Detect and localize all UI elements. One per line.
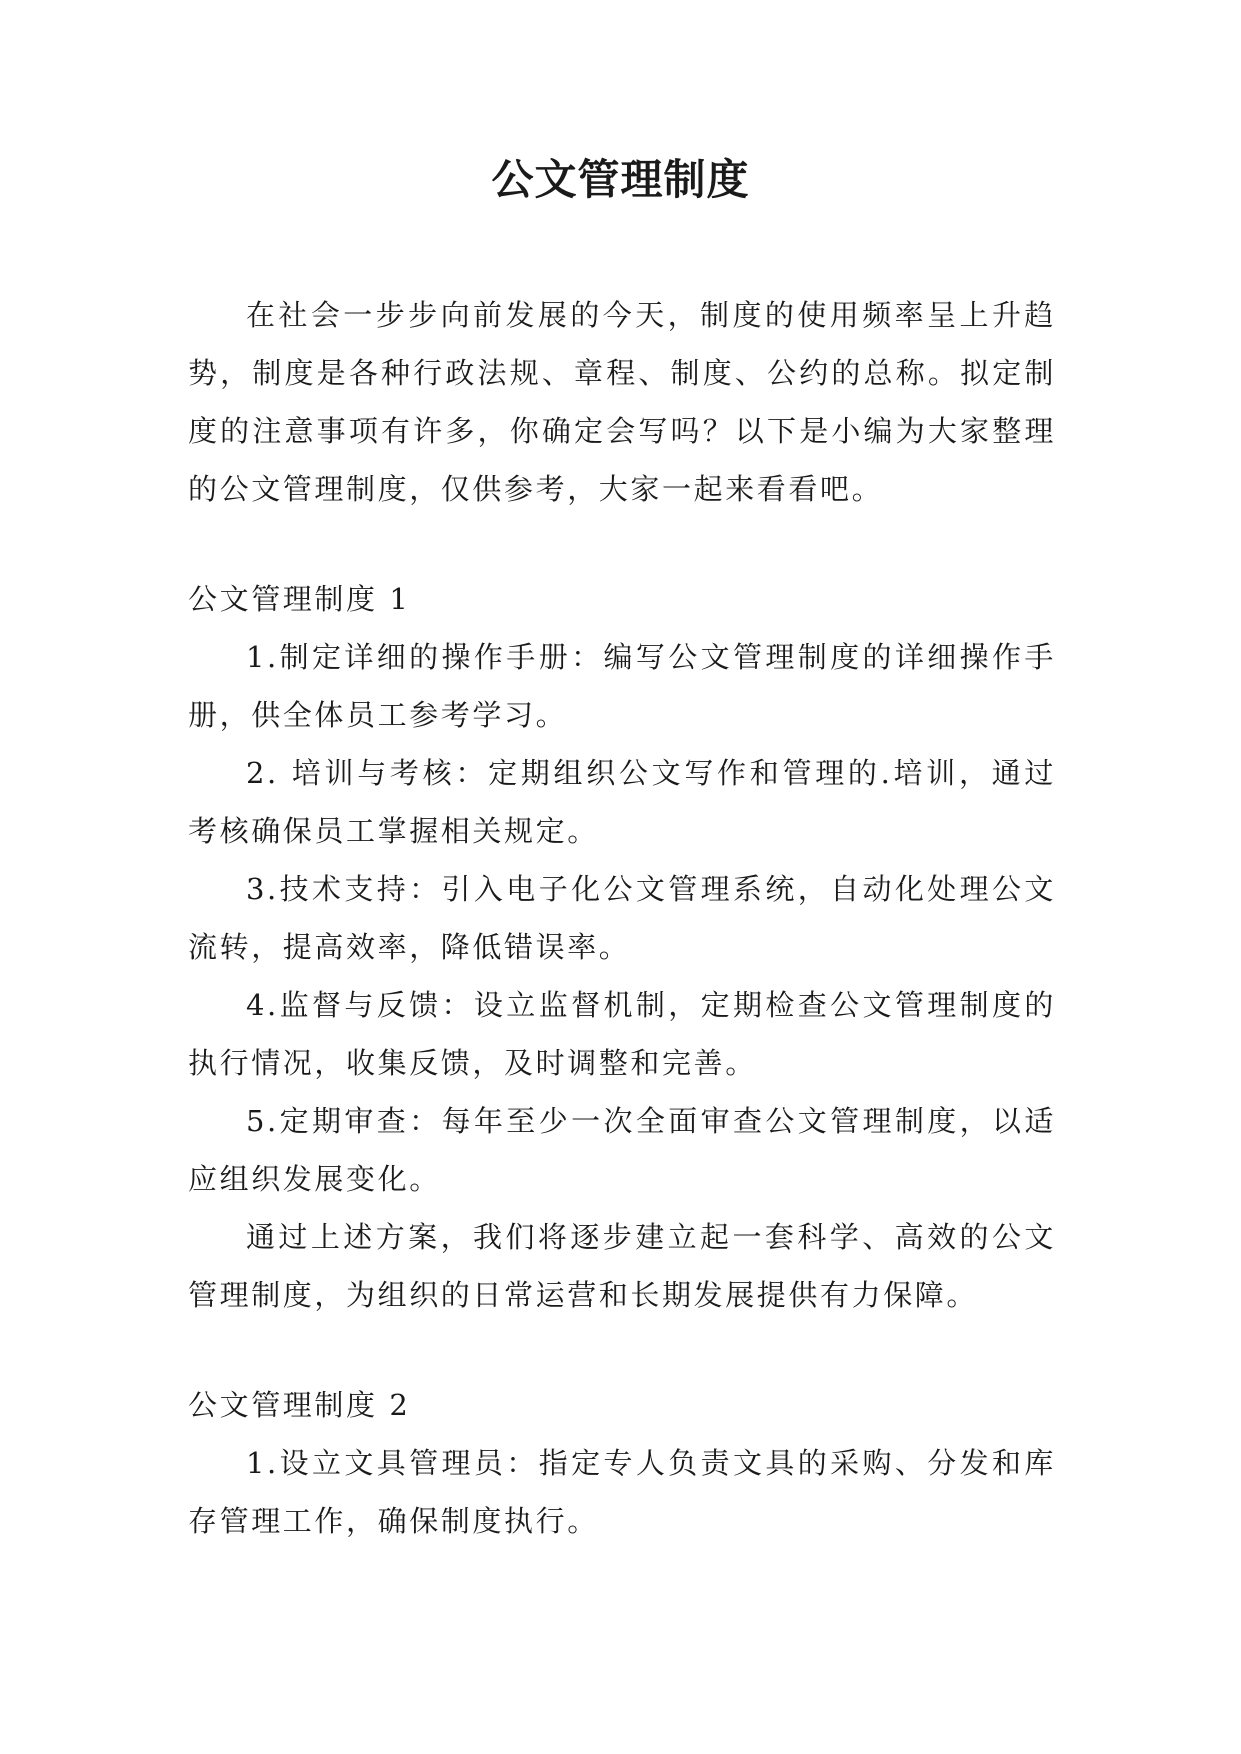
document-body — [188, 286, 1056, 1550]
section-heading-1: 公文管理制度 1 — [188, 582, 411, 616]
section-1-item-1: 1.制定详细的操作手册：编写公文管理制度的详细操作手册，供全体员工参考学习。 — [188, 640, 1056, 732]
section-1-item-3: 3.技术支持：引入电子化公文管理系统，自动化处理公文流转，提高效率，降低错误率。 — [188, 872, 1056, 964]
section-1-item-5: 5.定期审查：每年至少一次全面审查公文管理制度，以适应组织发展变化。 — [188, 1104, 1056, 1196]
section-1-item-2: 2. 培训与考核：定期组织公文写作和管理的.培训，通过考核确保员工掌握相关规定。 — [188, 756, 1056, 848]
spacer — [188, 1324, 1056, 1376]
document-title: 公文管理制度 — [491, 155, 750, 204]
section-2-item-1: 1.设立文具管理员：指定专人负责文具的采购、分发和库存管理工作，确保制度执行。 — [188, 1446, 1056, 1538]
section-1-conclusion: 通过上述方案，我们将逐步建立起一套科学、高效的公文管理制度，为组织的日常运营和长期发展提供有力保障。 — [188, 1220, 1056, 1312]
section-heading-2: 公文管理制度 2 — [188, 1388, 411, 1422]
section-1-item-4: 4.监督与反馈：设立监督机制，定期检查公文管理制度的执行情况，收集反馈，及时调整和完善。 — [188, 988, 1056, 1080]
spacer — [188, 518, 1056, 570]
intro-paragraph: 在社会一步步向前发展的今天，制度的使用频率呈上升趋势，制度是各种行政法规、章程、制度、公约的总称。拟定制度的注意事项有许多，你确定会写吗？以下是小编为大家整理的公文管理制度，仅供参考，大家一起来看看吧。 — [188, 298, 1056, 506]
